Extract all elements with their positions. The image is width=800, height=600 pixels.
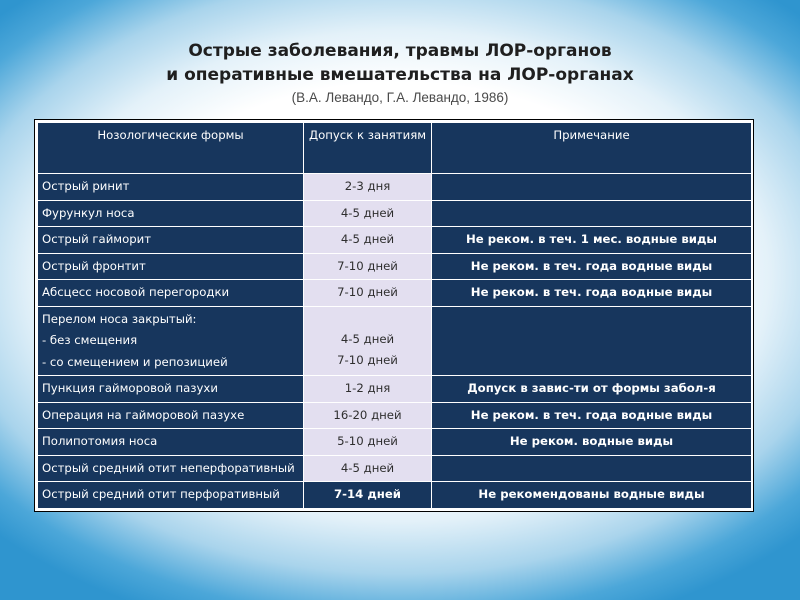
table-row [38,482,752,509]
cell-note [432,200,752,227]
cell-note [432,306,752,376]
cell-form-line: - со смещением и репозицией [42,354,228,369]
cell-note: Не реком. в теч. года водные виды [432,253,752,280]
cell-form: Фурункул носа [38,200,304,227]
cell-admission-line: 4-5 дней [340,331,395,346]
cell-form: Пункция гайморовой пазухи [38,376,304,403]
cell-form [38,306,304,376]
cell-note: Не реком. в теч. года водные виды [432,402,752,429]
table-row [38,174,752,201]
cell-admission: 7-14 дней [304,482,432,509]
cell-note: Допуск в завис-ти от формы забол-я [432,376,752,403]
cell-form: Острый средний отит перфоративный [38,482,304,509]
cell-form: Операция на гайморовой пазухе [38,402,304,429]
table-row [38,429,752,456]
table-row [38,253,752,280]
cell-form-line: Перелом носа закрытый: [42,311,197,326]
cell-admission [304,306,432,376]
table-row [38,280,752,307]
table-row [38,227,752,254]
table-row [38,376,752,403]
cell-admission: 5-10 дней [304,429,432,456]
cell-form: Полипотомия носа [38,429,304,456]
cell-form: Острый фронтит [38,253,304,280]
table-row [38,455,752,482]
header-form: Нозологические формы [38,123,304,174]
cell-form: Острый гайморит [38,227,304,254]
cell-note [432,174,752,201]
cell-admission: 16-20 дней [304,402,432,429]
slide-title [0,39,800,87]
cell-admission: 7-10 дней [304,280,432,307]
header-admission: Допуск к занятиям [304,123,432,174]
title-line-2: и оперативные вмешательства на ЛОР-органах [166,65,634,85]
cell-note [432,455,752,482]
cell-admission: 2-3 дня [304,174,432,201]
cell-form: Абсцесс носовой перегородки [38,280,304,307]
cell-form: Острый средний отит неперфоративный [38,455,304,482]
admission-table [35,120,753,511]
cell-note: Не реком. водные виды [432,429,752,456]
table-row [38,306,752,376]
cell-admission: 7-10 дней [304,253,432,280]
cell-note: Не рекомендованы водные виды [432,482,752,509]
cell-note: Не реком. в теч. года водные виды [432,280,752,307]
cell-admission-line: 7-10 дней [337,353,398,367]
title-line-1: Острые заболевания, травмы ЛОР-органов [188,41,612,61]
table-header-row [38,123,752,174]
table-row [38,200,752,227]
cell-admission: 4-5 дней [304,455,432,482]
authors-citation: (В.А. Левандо, Г.А. Левандо, 1986) [291,90,509,105]
cell-form: Острый ринит [38,174,304,201]
table-row [38,402,752,429]
cell-admission: 4-5 дней [304,200,432,227]
header-note: Примечание [432,123,752,174]
cell-note: Не реком. в теч. 1 мес. водные виды [432,227,752,254]
cell-admission: 1-2 дня [304,376,432,403]
cell-form-line: - без смещения [42,333,138,347]
cell-admission: 4-5 дней [304,227,432,254]
